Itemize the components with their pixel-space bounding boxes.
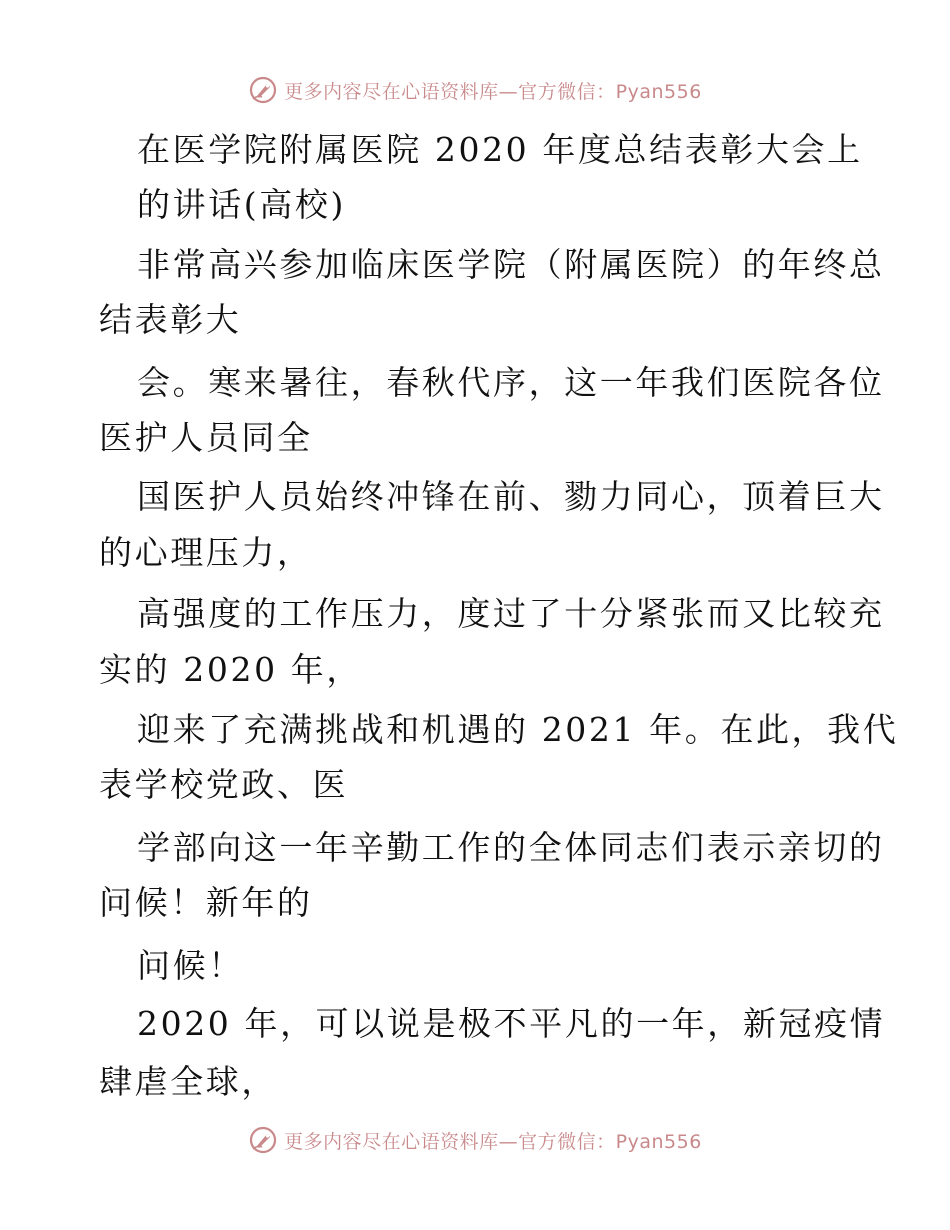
footer-watermark [0,1120,950,1160]
body-line: 问候！新年的 [99,883,313,922]
title-line-1: 在医学院附属医院 2020 年度总结表彰大会上 [137,130,863,169]
body-line: 肆虐全球， [99,1062,277,1101]
header-watermark [0,70,950,110]
body-line: 2020 年，可以说是极不平凡的一年，新冠疫情 [137,1004,886,1043]
watermark-text: 更多内容尽在心语资料库—官方微信：Pyan556 [284,1130,702,1153]
body-line: 非常高兴参加临床医学院（附属医院）的年终总 [137,245,885,284]
body-line: 国医护人员始终冲锋在前、勠力同心，顶着巨大 [137,477,885,516]
body-line: 表学校党政、医 [99,765,349,804]
body-line: 医护人员同全 [99,418,313,457]
body-line: 学部向这一年辛勤工作的全体同志们表示亲切的 [137,828,885,867]
body-line: 的心理压力， [99,533,313,572]
body-line: 高强度的工作压力，度过了十分紧张而又比较充 [137,594,885,633]
body-line: 会。寒来暑往，春秋代序，这一年我们医院各位 [137,363,885,402]
pen-nib-logo-icon [248,1125,278,1155]
body-line: 实的 2020 年， [99,650,362,689]
pen-nib-logo-icon [248,75,278,105]
body-line: 结表彰大 [99,300,242,339]
watermark-text: 更多内容尽在心语资料库—官方微信：Pyan556 [284,80,702,103]
title-line-2: 的讲话(高校) [137,185,346,224]
body-line: 问候！ [137,946,244,985]
body-line: 迎来了充满挑战和机遇的 2021 年。在此，我代 [137,710,899,749]
